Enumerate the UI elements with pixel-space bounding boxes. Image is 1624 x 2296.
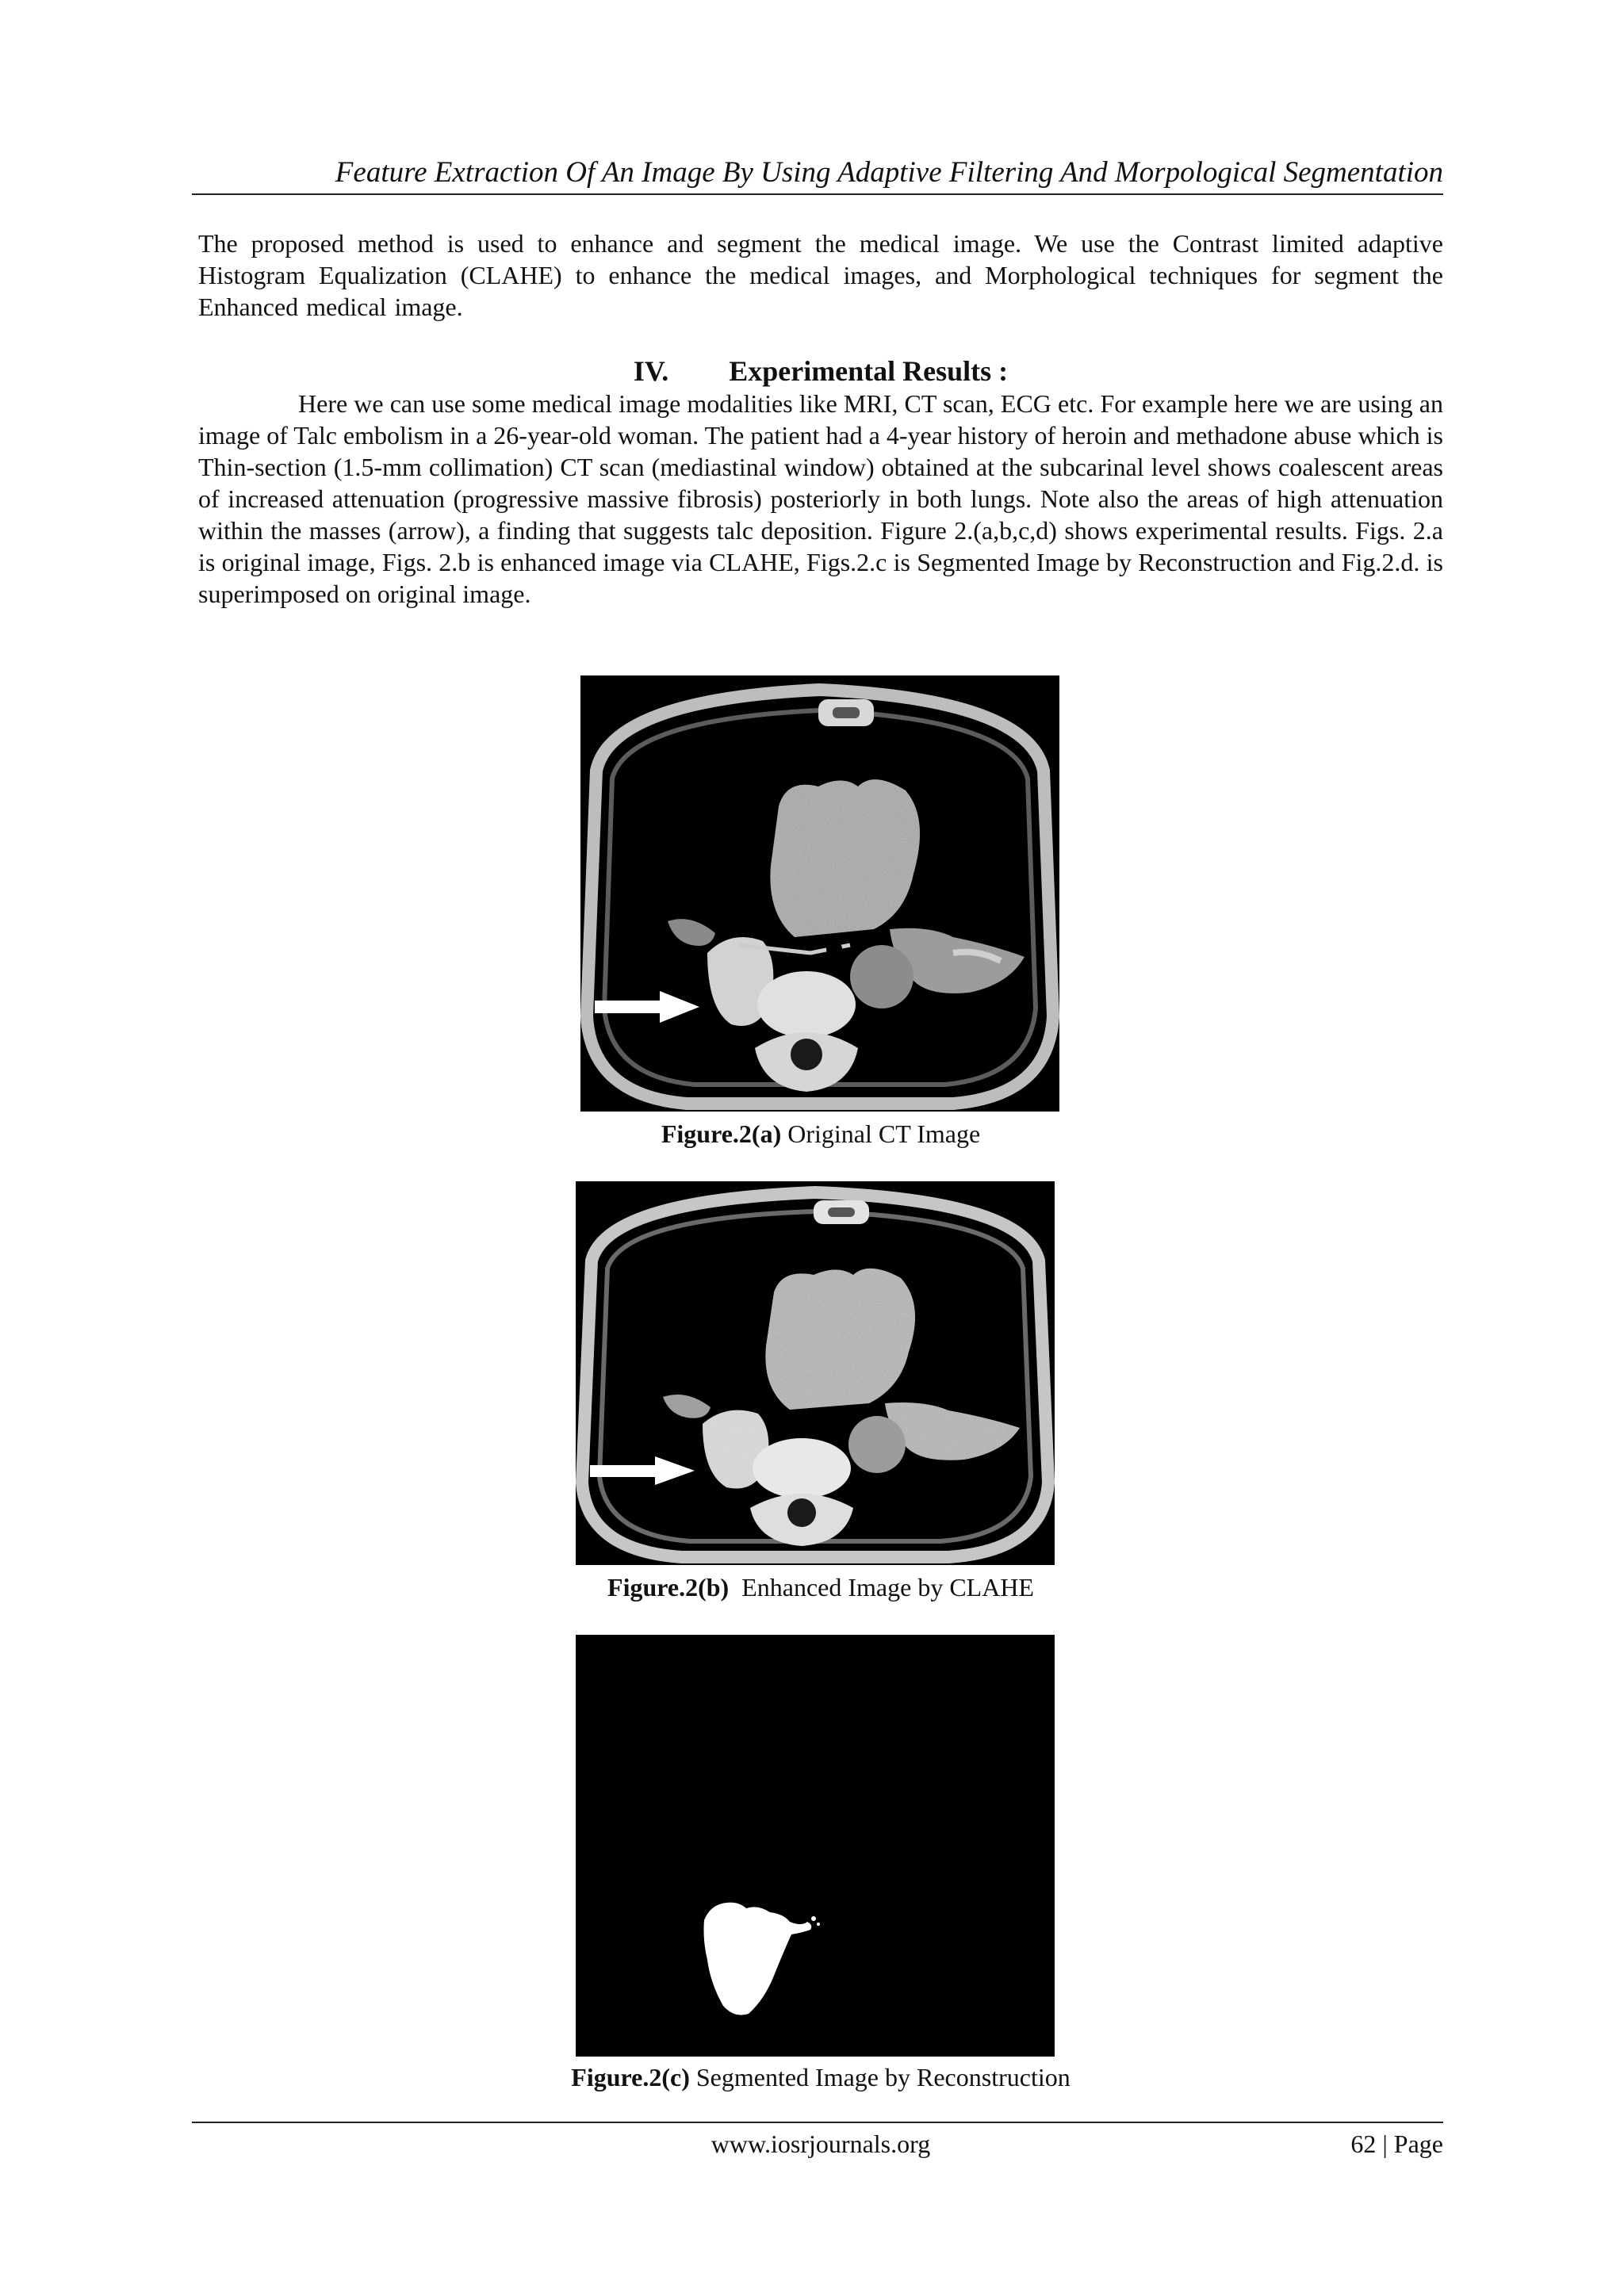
footer-page-number: 62 | Page [1350, 2130, 1443, 2158]
segmented-image [576, 1635, 1055, 2057]
ct-original-image [580, 675, 1059, 1112]
section-title: Experimental Results : [729, 355, 1009, 387]
header-rule [192, 193, 1443, 195]
figure-2b-label: Figure.2(b) [607, 1573, 730, 1601]
segmented-graphic [576, 1635, 1055, 2057]
section-number: IV. [633, 355, 669, 387]
figure-2c-label: Figure.2(c) [571, 2063, 690, 2091]
ct-enhanced-image [576, 1181, 1055, 1565]
figure-2a-label: Figure.2(a) [661, 1119, 782, 1148]
section-heading [198, 354, 1443, 388]
figure-2b-caption [198, 1571, 1443, 1603]
figure-2a-text: Original CT Image [787, 1119, 981, 1148]
ct-original-graphic [580, 675, 1059, 1112]
figure-2c-caption [198, 2061, 1443, 2093]
figure-2b-text: Enhanced Image by CLAHE [741, 1573, 1034, 1601]
figure-2a-caption [198, 1118, 1443, 1150]
intro-paragraph: The proposed method is used to enhance and segment the medical image. We use the Contrast limited adaptive Histogram Equalization (CLAHE) to enhance the medical images, and Morphological techniques for segment the Enhanced medical image. [198, 229, 1443, 321]
ct-enhanced-graphic [576, 1181, 1055, 1565]
footer-rule [192, 2122, 1443, 2123]
figure-2c-text: Segmented Image by Reconstruction [695, 2063, 1071, 2091]
running-title: Feature Extraction Of An Image By Using Adaptive Filtering And Morpological Segmentation [335, 156, 1443, 189]
results-paragraph: Here we can use some medical image modalities like MRI, CT scan, ECG etc. For example here we are using an image of Talc embolism in a 26-year-old woman. The patient had a 4-year history of heroin and methadone abuse which is Thin-section (1.5-mm collimation) CT scan (mediastinal window) obtained at the subcarinal level shows coalescent areas of increased attenuation (progressive massive fibrosis) posteriorly in both lungs. Note also the areas of high attenuation within the masses (arrow), a finding that suggests talc deposition. Figure 2.(a,b,c,d) shows experimental results. Figs. 2.a is original image, Figs. 2.b is enhanced image via CLAHE, Figs.2.c is Segmented Image by Reconstruction and Fig.2.d. is superimposed on original image. [198, 389, 1443, 608]
footer-website: www.iosrjournals.org [710, 2130, 931, 2158]
